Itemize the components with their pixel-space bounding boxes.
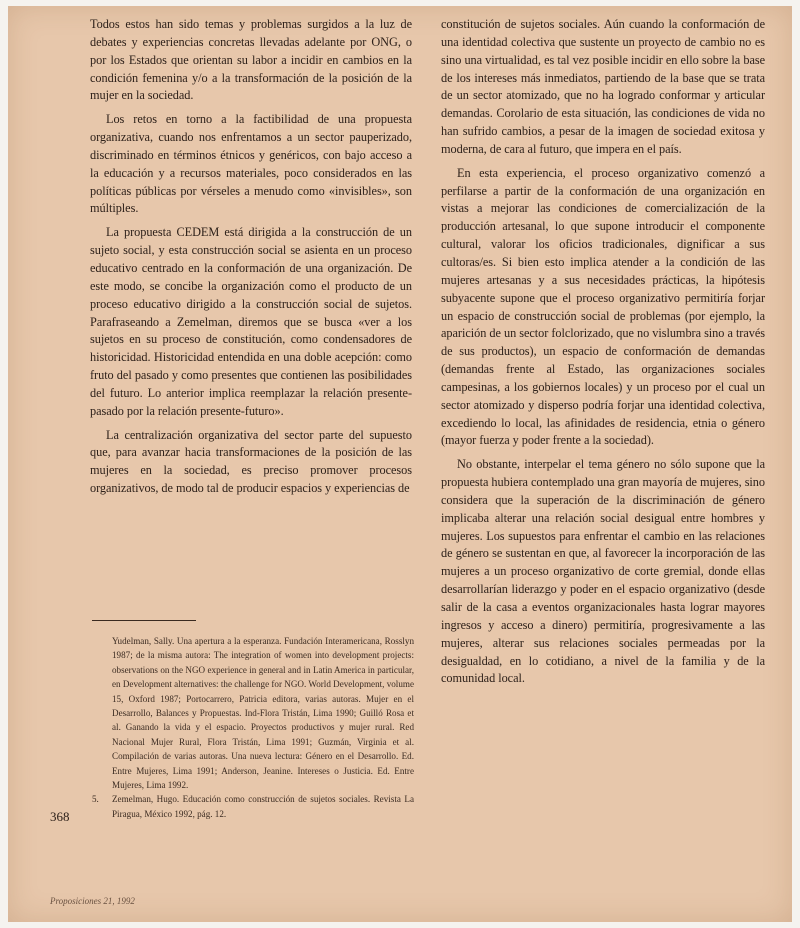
left-text-column [90, 16, 412, 498]
footnotes [92, 634, 414, 821]
paragraph: No obstante, interpelar el tema género no sólo supone que la propuesta hubiera contemplado una gran mayoría de mujeres, sino considera que la superación de la discriminación de género implicaba alterar una relación social desigual entre hombres y mujeres. Los supuestos para enfrentar el cambio en las relaciones de género se sustentan en que, al favorecer la incorporación de las mujeres a un proceso organizativo de corte gremial, donde ellas desarrollarían liderazgo y poder en el espacio organizativo (desde salir de la casa a eventos organizacionales hasta lograr mayores ingresos y acceso a dinero) permitiría, progresivamente a las mujeres, alterar sus relaciones sociales permeadas por la desigualdad, en lo cotidiano, a nivel de la familia y de la comunidad local. [441, 457, 765, 686]
footnote-text: Zemelman, Hugo. Educación como construcción de sujetos sociales. Revista La Piragua, México 1992, pág. 12. [112, 794, 414, 819]
paragraph: constitución de sujetos sociales. Aún cuando la conformación de una identidad colectiva que sustente un proyecto de cambio no es sino una virtualidad, es tal vez posible incidir en ello sobre la base de los intereses más inmediatos, partiendo de la base que se trata de un sector atomizado, que no ha logrado conformar y articular demandas. Corolario de esta situación, las condiciones de vida no han sufrido cambios, a pesar de la imagen de sociedad exitosa y moderna, de cara al futuro, que impera en el país. [441, 17, 765, 156]
paragraph: Todos estos han sido temas y problemas surgidos a la luz de debates y experiencias concretas llevadas adelante por ONG, o por los Estados que orientan su labor a incidir en cambios en la condición femenina y/o a la transformación de la posición de la mujer en la sociedad. [90, 17, 412, 103]
paragraph: En esta experiencia, el proceso organizativo comenzó a perfilarse a partir de la conformación de una organización en vistas a mejorar las condiciones de comercialización de la producción artesanal, lo que supone introducir el componente cultural, valorar los oficios tradicionales, dignificar a sus cultoras/es. Si bien esto implica atender a la condición de las mujeres artesanas y a sus necesidades prácticas, la hipótesis subyacente supone que el proceso organizativo permitiría forjar un espacio de construcción social de problemas (por ejemplo, la aparición de un sector folclorizado, que no vislumbra sino a través de sus productos), un espacio de conformación de demandas (demandas frente al Estado, las organizaciones sociales campesinas, a los gobiernos locales) y un proceso por el cual un sector atomizado y disperso podría forjar una identidad colectiva, excediendo lo local, las afinidades de residencia, etnia o género (mayor fuerza y poder frente a la sociedad). [441, 165, 765, 448]
footnote-number [92, 634, 112, 792]
document-page [8, 6, 792, 922]
running-footer: Proposiciones 21, 1992 [50, 896, 135, 906]
paragraph: Los retos en torno a la factibilidad de una propuesta organizativa, cuando nos enfrentamos a un sector pauperizado, discriminado en términos étnicos y genéricos, con bajo acceso a la educación y a recursos materiales, poco considerados en las políticas públicas por vérseles a menudo como «invisibles», son múltiples. [90, 112, 412, 216]
right-text-column [441, 16, 765, 688]
footnote-number: 5. [92, 794, 99, 805]
page-number: 368 [50, 809, 70, 824]
paragraph: La centralización organizativa del sector parte del supuesto que, para avanzar hacia transformaciones de la posición de las mujeres en la sociedad, es preciso promover procesos organizativos, de modo tal de producir espacios y experiencias de [90, 427, 412, 496]
footnote [92, 634, 414, 792]
footnote-text: Yudelman, Sally. Una apertura a la esperanza. Fundación Interamericana, Rosslyn 1987; de la misma autora: The integration of women into development projects: observations on the NGO experience in general and in Latin America in particular, en Development alternatives: the challenge for NGO. World Development, volume 15, Oxford 1987; Portocarrero, Patricia editora, varias autoras. Mujer en el Desarrollo, Balances y Propuestas. Ind-Flora Tristán, Lima 1990; Guilló Rosa et al. Ganando la vida y el espacio. Proyectos productivos y mujer rural. Red Nacional Mujer Rural, Flora Tristán, Lima 1991; Guzmán, Virginia et al. Compilación de varias autoras. Una nueva lectura: Género en el Desarrollo. Ed. Entre Mujeres, Lima 1991; Anderson, Jeanine. Intereses o Justicia. Ed. Entre Mujeres, Lima 1992. [112, 636, 414, 791]
footnote [92, 792, 414, 821]
paragraph: La propuesta CEDEM está dirigida a la construcción de un sujeto social, y esta construcción social se asienta en un proceso educativo centrado en la conformación de una organización. De este modo, se concibe la organización como el producto de un proceso educativo dirigido a la construcción social de sujetos. Parafraseando a Zemelman, diremos que se busca «ver a los sujetos en su proceso de constitución, como condensadores de historicidad. Historicidad entendida en una doble acepción: como fruto del pasado y como presentes que contienen las posibilidades del futuro. Lo anterior implica reemplazar la relación presente-pasado por la relación presente-futuro». [90, 225, 412, 418]
footnote-separator [92, 620, 196, 621]
